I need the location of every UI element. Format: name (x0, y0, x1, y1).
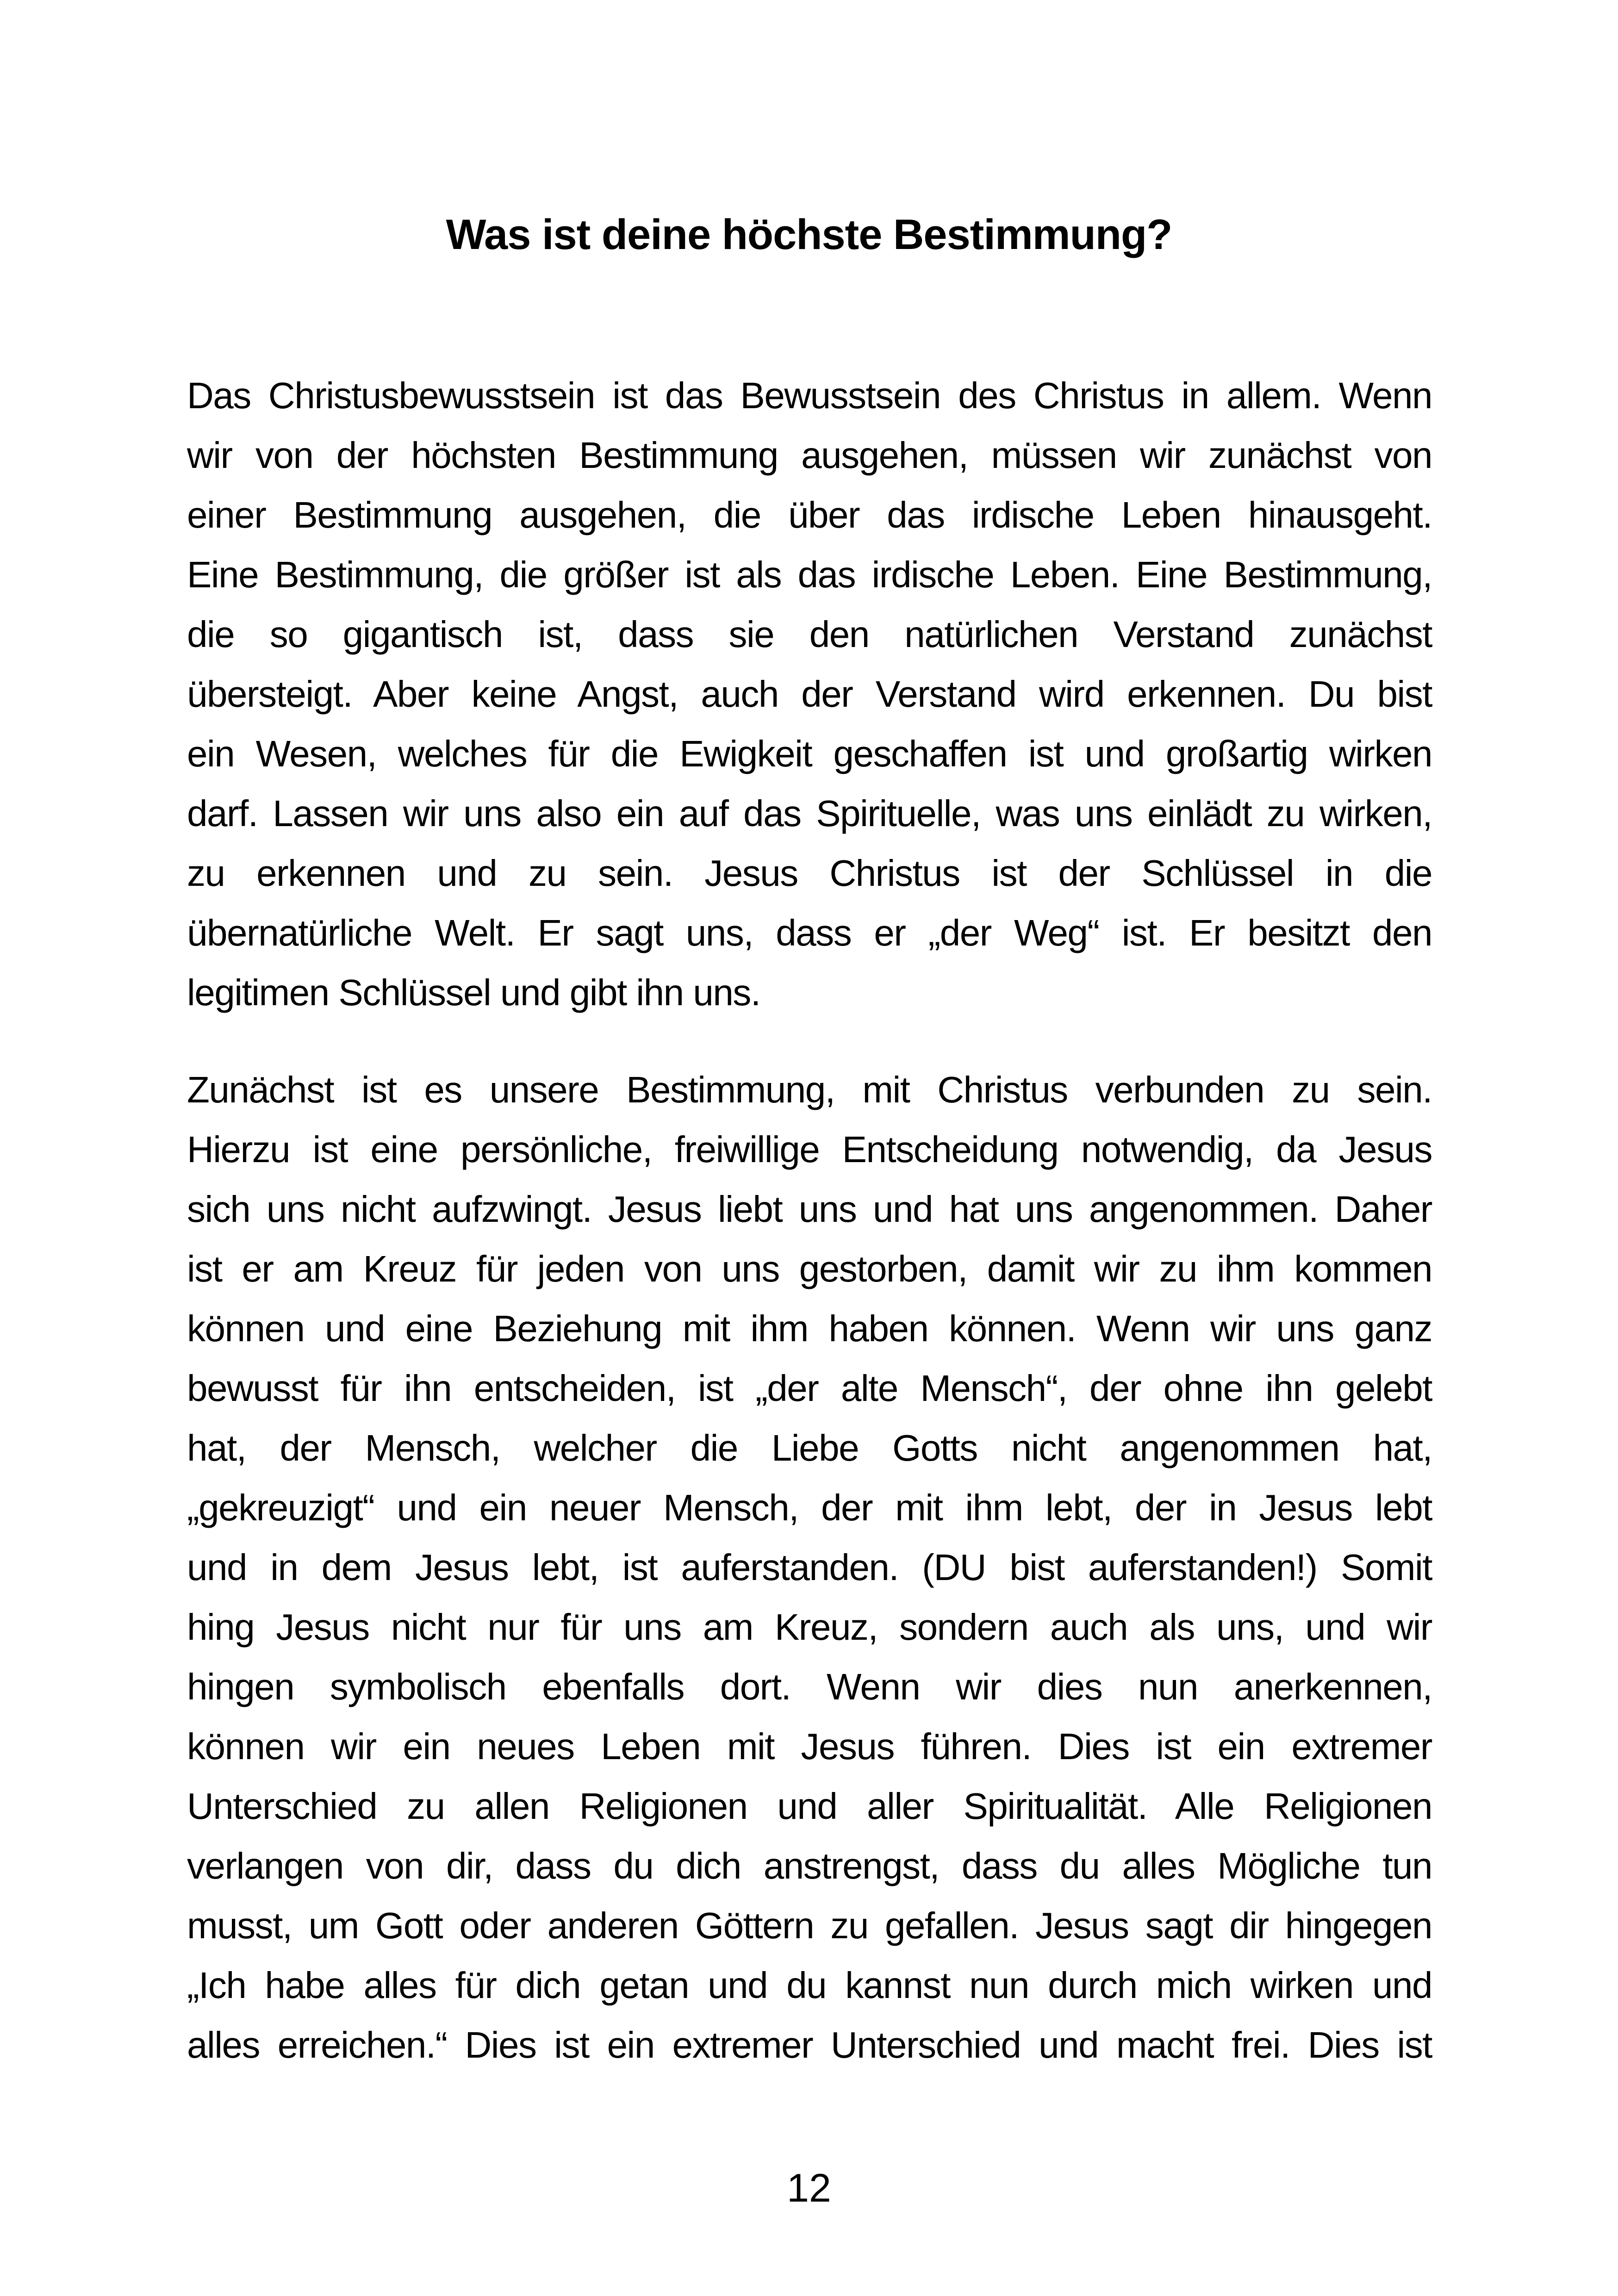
text-line: alles erreichen.“ Dies ist ein extremer Unterschied und macht frei. Dies ist (187, 2024, 1432, 2066)
text-line: ist er am Kreuz für jeden von uns gestorben, damit wir zu ihm kommen (187, 1248, 1432, 1289)
text-line: zu erkennen und zu sein. Jesus Christus ist der Schlüssel in die (187, 852, 1432, 894)
text-line: sich uns nicht aufzwingt. Jesus liebt uns und hat uns angenommen. Daher (187, 1188, 1432, 1230)
text-line: „Ich habe alles für dich getan und du kannst nun durch mich wirken und (187, 1965, 1432, 2006)
page-title: Was ist deine höchste Bestimmung? (446, 211, 1172, 258)
text-line: können wir ein neues Leben mit Jesus führen. Dies ist ein extremer (187, 1726, 1432, 1767)
text-line: wir von der höchsten Bestimmung ausgehen, müssen wir zunächst von (187, 435, 1432, 476)
text-line: musst, um Gott oder anderen Göttern zu gefallen. Jesus sagt dir hingegen (187, 1905, 1432, 1946)
page-number: 12 (787, 2166, 831, 2210)
text-line: hingen symbolisch ebenfalls dort. Wenn wir dies nun anerkennen, (187, 1666, 1432, 1707)
text-line: Eine Bestimmung, die größer ist als das irdische Leben. Eine Bestimmung, (187, 554, 1432, 595)
text-line: und in dem Jesus lebt, ist auferstanden. (DU bist auferstanden!) Somit (187, 1547, 1432, 1588)
paragraph-1 (187, 366, 1432, 1022)
text-line: Hierzu ist eine persönliche, freiwillige Entscheidung notwendig, da Jesus (187, 1129, 1432, 1170)
text-line: übernatürliche Welt. Er sagt uns, dass er „der Weg“ ist. Er besitzt den (187, 912, 1432, 953)
text-line: Das Christusbewusstsein ist das Bewusstsein des Christus in allem. Wenn (187, 375, 1432, 416)
text-line: übersteigt. Aber keine Angst, auch der Verstand wird erkennen. Du bist (187, 673, 1432, 715)
text-line: können und eine Beziehung mit ihm haben können. Wenn wir uns ganz (187, 1308, 1432, 1349)
text-line: hat, der Mensch, welcher die Liebe Gotts nicht angenommen hat, (187, 1427, 1432, 1468)
text-line: darf. Lassen wir uns also ein auf das Spirituelle, was uns einlädt zu wirken, (187, 793, 1432, 834)
text-line: ein Wesen, welches für die Ewigkeit geschaffen ist und großartig wirken (187, 733, 1432, 774)
text-line: einer Bestimmung ausgehen, die über das irdische Leben hinausgeht. (187, 494, 1432, 535)
text-line: Zunächst ist es unsere Bestimmung, mit Christus verbunden zu sein. (187, 1069, 1432, 1110)
text-line: die so gigantisch ist, dass sie den natürlichen Verstand zunächst (187, 614, 1432, 655)
text-line: legitimen Schlüssel und gibt ihn uns. (187, 972, 760, 1013)
paragraph-2 (187, 1060, 1432, 2075)
text-line: Unterschied zu allen Religionen und aller Spiritualität. Alle Religionen (187, 1786, 1432, 1827)
text-line: bewusst für ihn entscheiden, ist „der alte Mensch“, der ohne ihn gelebt (187, 1368, 1432, 1409)
text-line: verlangen von dir, dass du dich anstrengst, dass du alles Mögliche tun (187, 1845, 1432, 1886)
text-line: „gekreuzigt“ und ein neuer Mensch, der mit ihm lebt, der in Jesus lebt (187, 1487, 1432, 1528)
text-line: hing Jesus nicht nur für uns am Kreuz, sondern auch als uns, und wir (187, 1606, 1432, 1648)
